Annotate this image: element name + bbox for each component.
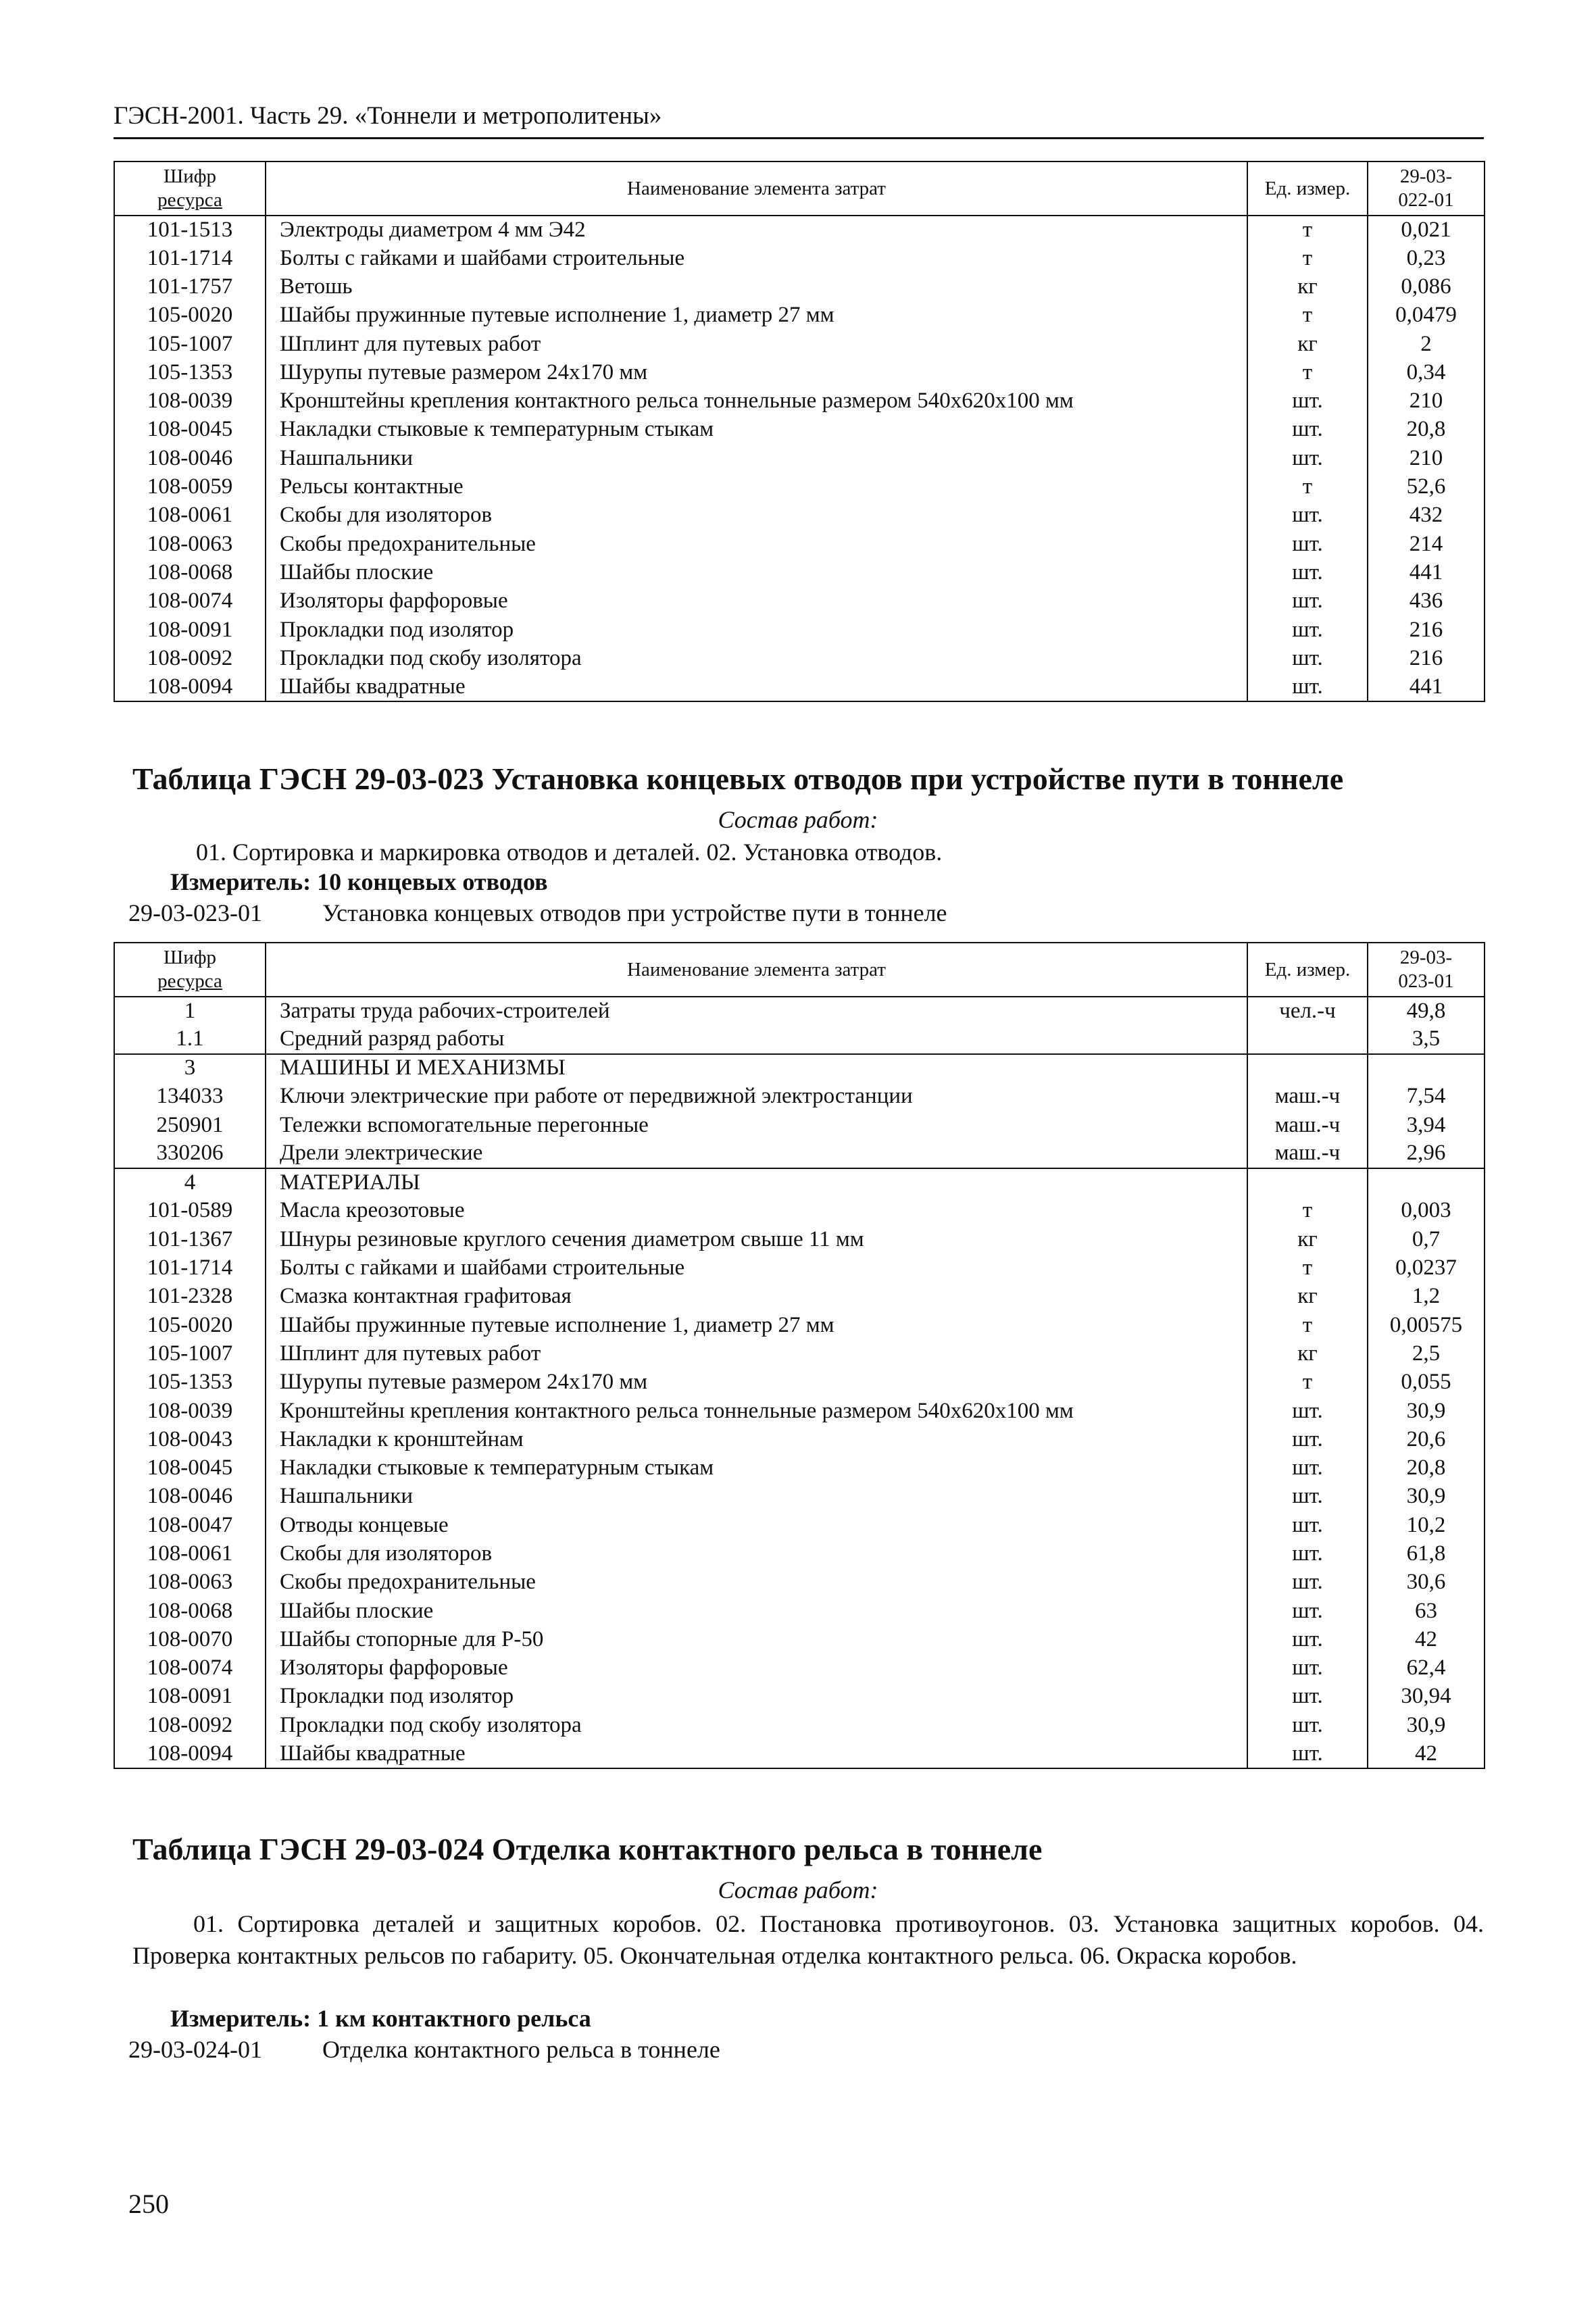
cell-code: 108-0068 xyxy=(114,1597,266,1625)
col-header-id: 29-03- 022-01 xyxy=(1368,161,1485,216)
cell-unit: шт. xyxy=(1247,1626,1368,1654)
cell-val: 432 xyxy=(1368,501,1485,530)
cell-val: 0,34 xyxy=(1368,358,1485,387)
table-024-measure: Измеритель: 1 км контактного рельса xyxy=(170,2005,591,2032)
cell-name: Прокладки под изолятор xyxy=(266,616,1247,644)
cell-code: 108-0046 xyxy=(114,444,266,472)
cell-code: 101-1367 xyxy=(114,1225,266,1253)
table-row xyxy=(114,1311,1485,1339)
cell-unit: т xyxy=(1247,216,1368,244)
table-row xyxy=(114,587,1485,616)
cell-code: 108-0045 xyxy=(114,416,266,444)
cell-val: 210 xyxy=(1368,444,1485,472)
cell-name: Шайбы стопорные для Р-50 xyxy=(266,1626,1247,1654)
cell-unit: шт. xyxy=(1247,1654,1368,1683)
cell-val: 0,23 xyxy=(1368,244,1485,272)
cell-unit: шт. xyxy=(1247,1454,1368,1483)
cell-name: Ключи электрические при работе от передвижной электростанции xyxy=(266,1082,1247,1111)
table-row xyxy=(114,1511,1485,1539)
resource-table-023 xyxy=(114,942,1485,1769)
cell-val: 3,5 xyxy=(1368,1025,1485,1053)
cell-name: Нашпальники xyxy=(266,1483,1247,1511)
cell-unit xyxy=(1247,1054,1368,1082)
cell-name: Нашпальники xyxy=(266,444,1247,472)
cell-code: 108-0070 xyxy=(114,1626,266,1654)
cell-code: 250901 xyxy=(114,1111,266,1139)
cell-code: 105-1353 xyxy=(114,1368,266,1397)
resource-table-023-body xyxy=(114,997,1485,1768)
item-name: Отделка контактного рельса в тоннеле xyxy=(322,2036,720,2063)
col-header-name: Наименование элемента затрат xyxy=(266,161,1247,216)
cell-val: 0,0237 xyxy=(1368,1254,1485,1283)
cell-unit: т xyxy=(1247,1311,1368,1339)
cell-unit: шт. xyxy=(1247,616,1368,644)
cell-val: 2,96 xyxy=(1368,1139,1485,1168)
table-row xyxy=(114,416,1485,444)
resource-table-022 xyxy=(114,161,1485,702)
cell-unit: т xyxy=(1247,301,1368,330)
cell-name: Рельсы контактные xyxy=(266,473,1247,501)
cell-unit: кг xyxy=(1247,273,1368,301)
table-023-works: 01. Сортировка и маркировка отводов и деталей. 02. Установка отводов. xyxy=(196,839,943,866)
cell-val: 42 xyxy=(1368,1740,1485,1768)
cell-code: 1.1 xyxy=(114,1025,266,1053)
cell-val: 0,055 xyxy=(1368,1368,1485,1397)
cell-code: 108-0061 xyxy=(114,501,266,530)
table-row xyxy=(114,1368,1485,1397)
cell-name: Прокладки под изолятор xyxy=(266,1683,1247,1711)
cell-unit: т xyxy=(1247,1254,1368,1283)
table-row xyxy=(114,273,1485,301)
table-row xyxy=(114,644,1485,672)
table-row xyxy=(114,1740,1485,1768)
cell-name: Накладки стыковые к температурным стыкам xyxy=(266,416,1247,444)
table-row xyxy=(114,1597,1485,1625)
cell-name: Электроды диаметром 4 мм Э42 xyxy=(266,216,1247,244)
cell-unit: кг xyxy=(1247,1283,1368,1311)
cell-name: Отводы концевые xyxy=(266,1511,1247,1539)
table-row xyxy=(114,387,1485,416)
cell-name: Дрели электрические xyxy=(266,1139,1247,1168)
table-row xyxy=(114,673,1485,701)
cell-name: Изоляторы фарфоровые xyxy=(266,587,1247,616)
cell-name: Скобы предохранительные xyxy=(266,530,1247,558)
table-row xyxy=(114,1111,1485,1139)
cell-unit: шт. xyxy=(1247,587,1368,616)
table-024-sostav-label: Состав работ: xyxy=(718,1876,878,1903)
cell-unit: шт. xyxy=(1247,501,1368,530)
cell-unit: шт. xyxy=(1247,1568,1368,1597)
table-row xyxy=(114,1683,1485,1711)
table-row xyxy=(114,559,1485,587)
cell-val: 62,4 xyxy=(1368,1654,1485,1683)
cell-code: 108-0039 xyxy=(114,1397,266,1425)
col-header-code: Шифр ресурса xyxy=(114,943,266,997)
cell-unit: шт. xyxy=(1247,444,1368,472)
item-name: Установка концевых отводов при устройстве пути в тоннеле xyxy=(322,899,947,926)
table-row xyxy=(114,1568,1485,1597)
table-row xyxy=(114,530,1485,558)
cell-code: 105-0020 xyxy=(114,301,266,330)
cell-unit: шт. xyxy=(1247,1540,1368,1568)
cell-name: Шайбы плоские xyxy=(266,559,1247,587)
cell-val: 52,6 xyxy=(1368,473,1485,501)
table-023-measure: Измеритель: 10 концевых отводов xyxy=(170,868,548,895)
cell-unit: т xyxy=(1247,358,1368,387)
cell-unit: шт. xyxy=(1247,1511,1368,1539)
col-header-name: Наименование элемента затрат xyxy=(266,943,1247,997)
cell-code: 101-2328 xyxy=(114,1283,266,1311)
cell-name: Скобы для изоляторов xyxy=(266,1540,1247,1568)
cell-code: 3 xyxy=(114,1054,266,1082)
cell-code: 330206 xyxy=(114,1139,266,1168)
cell-name: Прокладки под скобу изолятора xyxy=(266,644,1247,672)
cell-val: 63 xyxy=(1368,1597,1485,1625)
cell-code: 101-1513 xyxy=(114,216,266,244)
cell-code: 108-0039 xyxy=(114,387,266,416)
cell-name: Шнуры резиновые круглого сечения диаметром свыше 11 мм xyxy=(266,1225,1247,1253)
cell-code: 108-0092 xyxy=(114,1711,266,1739)
cell-val: 30,9 xyxy=(1368,1483,1485,1511)
cell-name: Шурупы путевые размером 24х170 мм xyxy=(266,358,1247,387)
table-row xyxy=(114,1025,1485,1053)
table-row xyxy=(114,301,1485,330)
table-row xyxy=(114,1711,1485,1739)
cell-val: 10,2 xyxy=(1368,1511,1485,1539)
table-row xyxy=(114,1654,1485,1683)
cell-val: 3,94 xyxy=(1368,1111,1485,1139)
col-header-unit: Ед. измер. xyxy=(1247,161,1368,216)
cell-val: 216 xyxy=(1368,644,1485,672)
cell-unit: шт. xyxy=(1247,1397,1368,1425)
table-row xyxy=(114,216,1485,244)
table-row xyxy=(114,1454,1485,1483)
cell-val xyxy=(1368,1168,1485,1197)
table-row xyxy=(114,1483,1485,1511)
cell-name: Болты с гайками и шайбами строительные xyxy=(266,244,1247,272)
table-row xyxy=(114,1340,1485,1368)
cell-name: Скобы для изоляторов xyxy=(266,501,1247,530)
table-row xyxy=(114,1054,1485,1082)
cell-name: Средний разряд работы xyxy=(266,1025,1247,1053)
cell-name: Накладки к кронштейнам xyxy=(266,1425,1247,1453)
cell-unit: чел.-ч xyxy=(1247,997,1368,1025)
table-024-works: 01. Сортировка деталей и защитных коробов. 02. Постановка противоугонов. 03. Установка защитных коробов. 04. Проверка контактных рельсов по габариту. 05. Окончательная отделка контактного рельса. 06. Окраска коробов. xyxy=(132,1910,1484,1969)
cell-val: 20,8 xyxy=(1368,1454,1485,1483)
cell-code: 1 xyxy=(114,997,266,1025)
cell-val: 42 xyxy=(1368,1626,1485,1654)
cell-val: 0,7 xyxy=(1368,1225,1485,1253)
cell-code: 108-0094 xyxy=(114,1740,266,1768)
cell-code: 108-0094 xyxy=(114,673,266,701)
cell-name: Изоляторы фарфоровые xyxy=(266,1654,1247,1683)
cell-name: Шплинт для путевых работ xyxy=(266,330,1247,358)
table-row xyxy=(114,1254,1485,1283)
cell-unit: шт. xyxy=(1247,644,1368,672)
table-row xyxy=(114,1283,1485,1311)
cell-code: 105-1007 xyxy=(114,1340,266,1368)
table-row xyxy=(114,1225,1485,1253)
table-row xyxy=(114,1425,1485,1453)
cell-val: 436 xyxy=(1368,587,1485,616)
cell-name: Болты с гайками и шайбами строительные xyxy=(266,1254,1247,1283)
cell-name: Накладки стыковые к температурным стыкам xyxy=(266,1454,1247,1483)
cell-code: 108-0046 xyxy=(114,1483,266,1511)
cell-unit: кг xyxy=(1247,330,1368,358)
cell-val: 61,8 xyxy=(1368,1540,1485,1568)
item-code: 29-03-023-01 xyxy=(128,899,262,926)
cell-code: 108-0091 xyxy=(114,616,266,644)
cell-name: Затраты труда рабочих-строителей xyxy=(266,997,1247,1025)
cell-unit: маш.-ч xyxy=(1247,1139,1368,1168)
cell-unit: т xyxy=(1247,1197,1368,1225)
cell-val xyxy=(1368,1054,1485,1082)
cell-name: Шайбы квадратные xyxy=(266,1740,1247,1768)
cell-code: 108-0074 xyxy=(114,1654,266,1683)
table-row xyxy=(114,473,1485,501)
cell-unit xyxy=(1247,1168,1368,1197)
cell-name: Шайбы квадратные xyxy=(266,673,1247,701)
cell-code: 108-0063 xyxy=(114,530,266,558)
header-rule xyxy=(114,137,1484,139)
cell-code: 108-0092 xyxy=(114,644,266,672)
cell-unit: кг xyxy=(1247,1340,1368,1368)
cell-code: 108-0045 xyxy=(114,1454,266,1483)
cell-val: 1,2 xyxy=(1368,1283,1485,1311)
table-023-sostav-label: Состав работ: xyxy=(718,806,878,833)
cell-val: 0,0479 xyxy=(1368,301,1485,330)
table-row xyxy=(114,330,1485,358)
cell-unit: шт. xyxy=(1247,387,1368,416)
cell-val: 7,54 xyxy=(1368,1082,1485,1111)
cell-val: 20,8 xyxy=(1368,416,1485,444)
table-023-item xyxy=(128,899,947,927)
cell-code: 101-1714 xyxy=(114,244,266,272)
cell-unit: шт. xyxy=(1247,416,1368,444)
cell-val: 30,94 xyxy=(1368,1683,1485,1711)
table-row xyxy=(114,1397,1485,1425)
table-row xyxy=(114,1168,1485,1197)
table-023-title: Таблица ГЭСН 29-03-023 Установка концевых отводов при устройстве пути в тоннеле xyxy=(132,762,1344,796)
cell-unit: шт. xyxy=(1247,1597,1368,1625)
col-header-code: Шифр ресурса xyxy=(114,161,266,216)
cell-code: 108-0043 xyxy=(114,1425,266,1453)
cell-code: 101-1714 xyxy=(114,1254,266,1283)
cell-unit: шт. xyxy=(1247,1683,1368,1711)
cell-val: 214 xyxy=(1368,530,1485,558)
cell-name: Тележки вспомогательные перегонные xyxy=(266,1111,1247,1139)
cell-name: Прокладки под скобу изолятора xyxy=(266,1711,1247,1739)
cell-unit: шт. xyxy=(1247,1425,1368,1453)
cell-code: 105-0020 xyxy=(114,1311,266,1339)
cell-val: 0,021 xyxy=(1368,216,1485,244)
table-row xyxy=(114,444,1485,472)
cell-code: 108-0063 xyxy=(114,1568,266,1597)
table-row xyxy=(114,501,1485,530)
cell-name: Кронштейны крепления контактного рельса тоннельные размером 540х620х100 мм xyxy=(266,1397,1247,1425)
col-header-unit: Ед. измер. xyxy=(1247,943,1368,997)
cell-name: МАШИНЫ И МЕХАНИЗМЫ xyxy=(266,1054,1247,1082)
page-number: 250 xyxy=(128,2189,169,2219)
table-row xyxy=(114,1197,1485,1225)
cell-name: Масла креозотовые xyxy=(266,1197,1247,1225)
cell-name: Шайбы пружинные путевые исполнение 1, диаметр 27 мм xyxy=(266,301,1247,330)
cell-val: 216 xyxy=(1368,616,1485,644)
cell-name: Ветошь xyxy=(266,273,1247,301)
cell-val: 20,6 xyxy=(1368,1425,1485,1453)
table-row xyxy=(114,1082,1485,1111)
table-row xyxy=(114,997,1485,1025)
cell-unit: шт. xyxy=(1247,530,1368,558)
cell-name: Скобы предохранительные xyxy=(266,1568,1247,1597)
cell-code: 105-1353 xyxy=(114,358,266,387)
cell-val: 0,086 xyxy=(1368,273,1485,301)
cell-val: 30,6 xyxy=(1368,1568,1485,1597)
cell-code: 108-0091 xyxy=(114,1683,266,1711)
table-row xyxy=(114,1540,1485,1568)
cell-unit: маш.-ч xyxy=(1247,1111,1368,1139)
cell-unit: шт. xyxy=(1247,1740,1368,1768)
item-code: 29-03-024-01 xyxy=(128,2036,262,2063)
cell-code: 101-1757 xyxy=(114,273,266,301)
cell-val: 210 xyxy=(1368,387,1485,416)
cell-code: 4 xyxy=(114,1168,266,1197)
cell-name: Шайбы пружинные путевые исполнение 1, диаметр 27 мм xyxy=(266,1311,1247,1339)
cell-code: 134033 xyxy=(114,1082,266,1111)
cell-name: Шплинт для путевых работ xyxy=(266,1340,1247,1368)
cell-val: 441 xyxy=(1368,559,1485,587)
cell-val: 30,9 xyxy=(1368,1397,1485,1425)
cell-name: Шайбы плоские xyxy=(266,1597,1247,1625)
cell-unit: шт. xyxy=(1247,1483,1368,1511)
cell-unit: т xyxy=(1247,244,1368,272)
cell-code: 108-0068 xyxy=(114,559,266,587)
cell-val: 441 xyxy=(1368,673,1485,701)
cell-unit: шт. xyxy=(1247,559,1368,587)
cell-val: 2,5 xyxy=(1368,1340,1485,1368)
cell-unit: шт. xyxy=(1247,673,1368,701)
cell-val: 30,9 xyxy=(1368,1711,1485,1739)
cell-code: 108-0061 xyxy=(114,1540,266,1568)
cell-unit: шт. xyxy=(1247,1711,1368,1739)
col-header-id: 29-03- 023-01 xyxy=(1368,943,1485,997)
cell-name: Кронштейны крепления контактного рельса тоннельные размером 540х620х100 мм xyxy=(266,387,1247,416)
cell-val: 2 xyxy=(1368,330,1485,358)
cell-name: Шурупы путевые размером 24х170 мм xyxy=(266,1368,1247,1397)
table-row xyxy=(114,1139,1485,1168)
cell-code: 101-0589 xyxy=(114,1197,266,1225)
cell-code: 105-1007 xyxy=(114,330,266,358)
cell-unit: кг xyxy=(1247,1225,1368,1253)
cell-val: 0,00575 xyxy=(1368,1311,1485,1339)
table-024-title: Таблица ГЭСН 29-03-024 Отделка контактного рельса в тоннеле xyxy=(132,1832,1043,1866)
cell-unit: т xyxy=(1247,1368,1368,1397)
table-row xyxy=(114,1626,1485,1654)
cell-name: Смазка контактная графитовая xyxy=(266,1283,1247,1311)
cell-unit: маш.-ч xyxy=(1247,1082,1368,1111)
page-header: ГЭСН-2001. Часть 29. «Тоннели и метрополитены» xyxy=(114,102,662,130)
cell-val: 49,8 xyxy=(1368,997,1485,1025)
resource-table-022-body xyxy=(114,216,1485,701)
table-024-item xyxy=(128,2035,720,2064)
cell-val: 0,003 xyxy=(1368,1197,1485,1225)
cell-code: 108-0059 xyxy=(114,473,266,501)
cell-code: 108-0047 xyxy=(114,1511,266,1539)
table-row xyxy=(114,358,1485,387)
cell-unit: т xyxy=(1247,473,1368,501)
cell-code: 108-0074 xyxy=(114,587,266,616)
cell-unit xyxy=(1247,1025,1368,1053)
cell-name: МАТЕРИАЛЫ xyxy=(266,1168,1247,1197)
table-row xyxy=(114,616,1485,644)
table-row xyxy=(114,244,1485,272)
